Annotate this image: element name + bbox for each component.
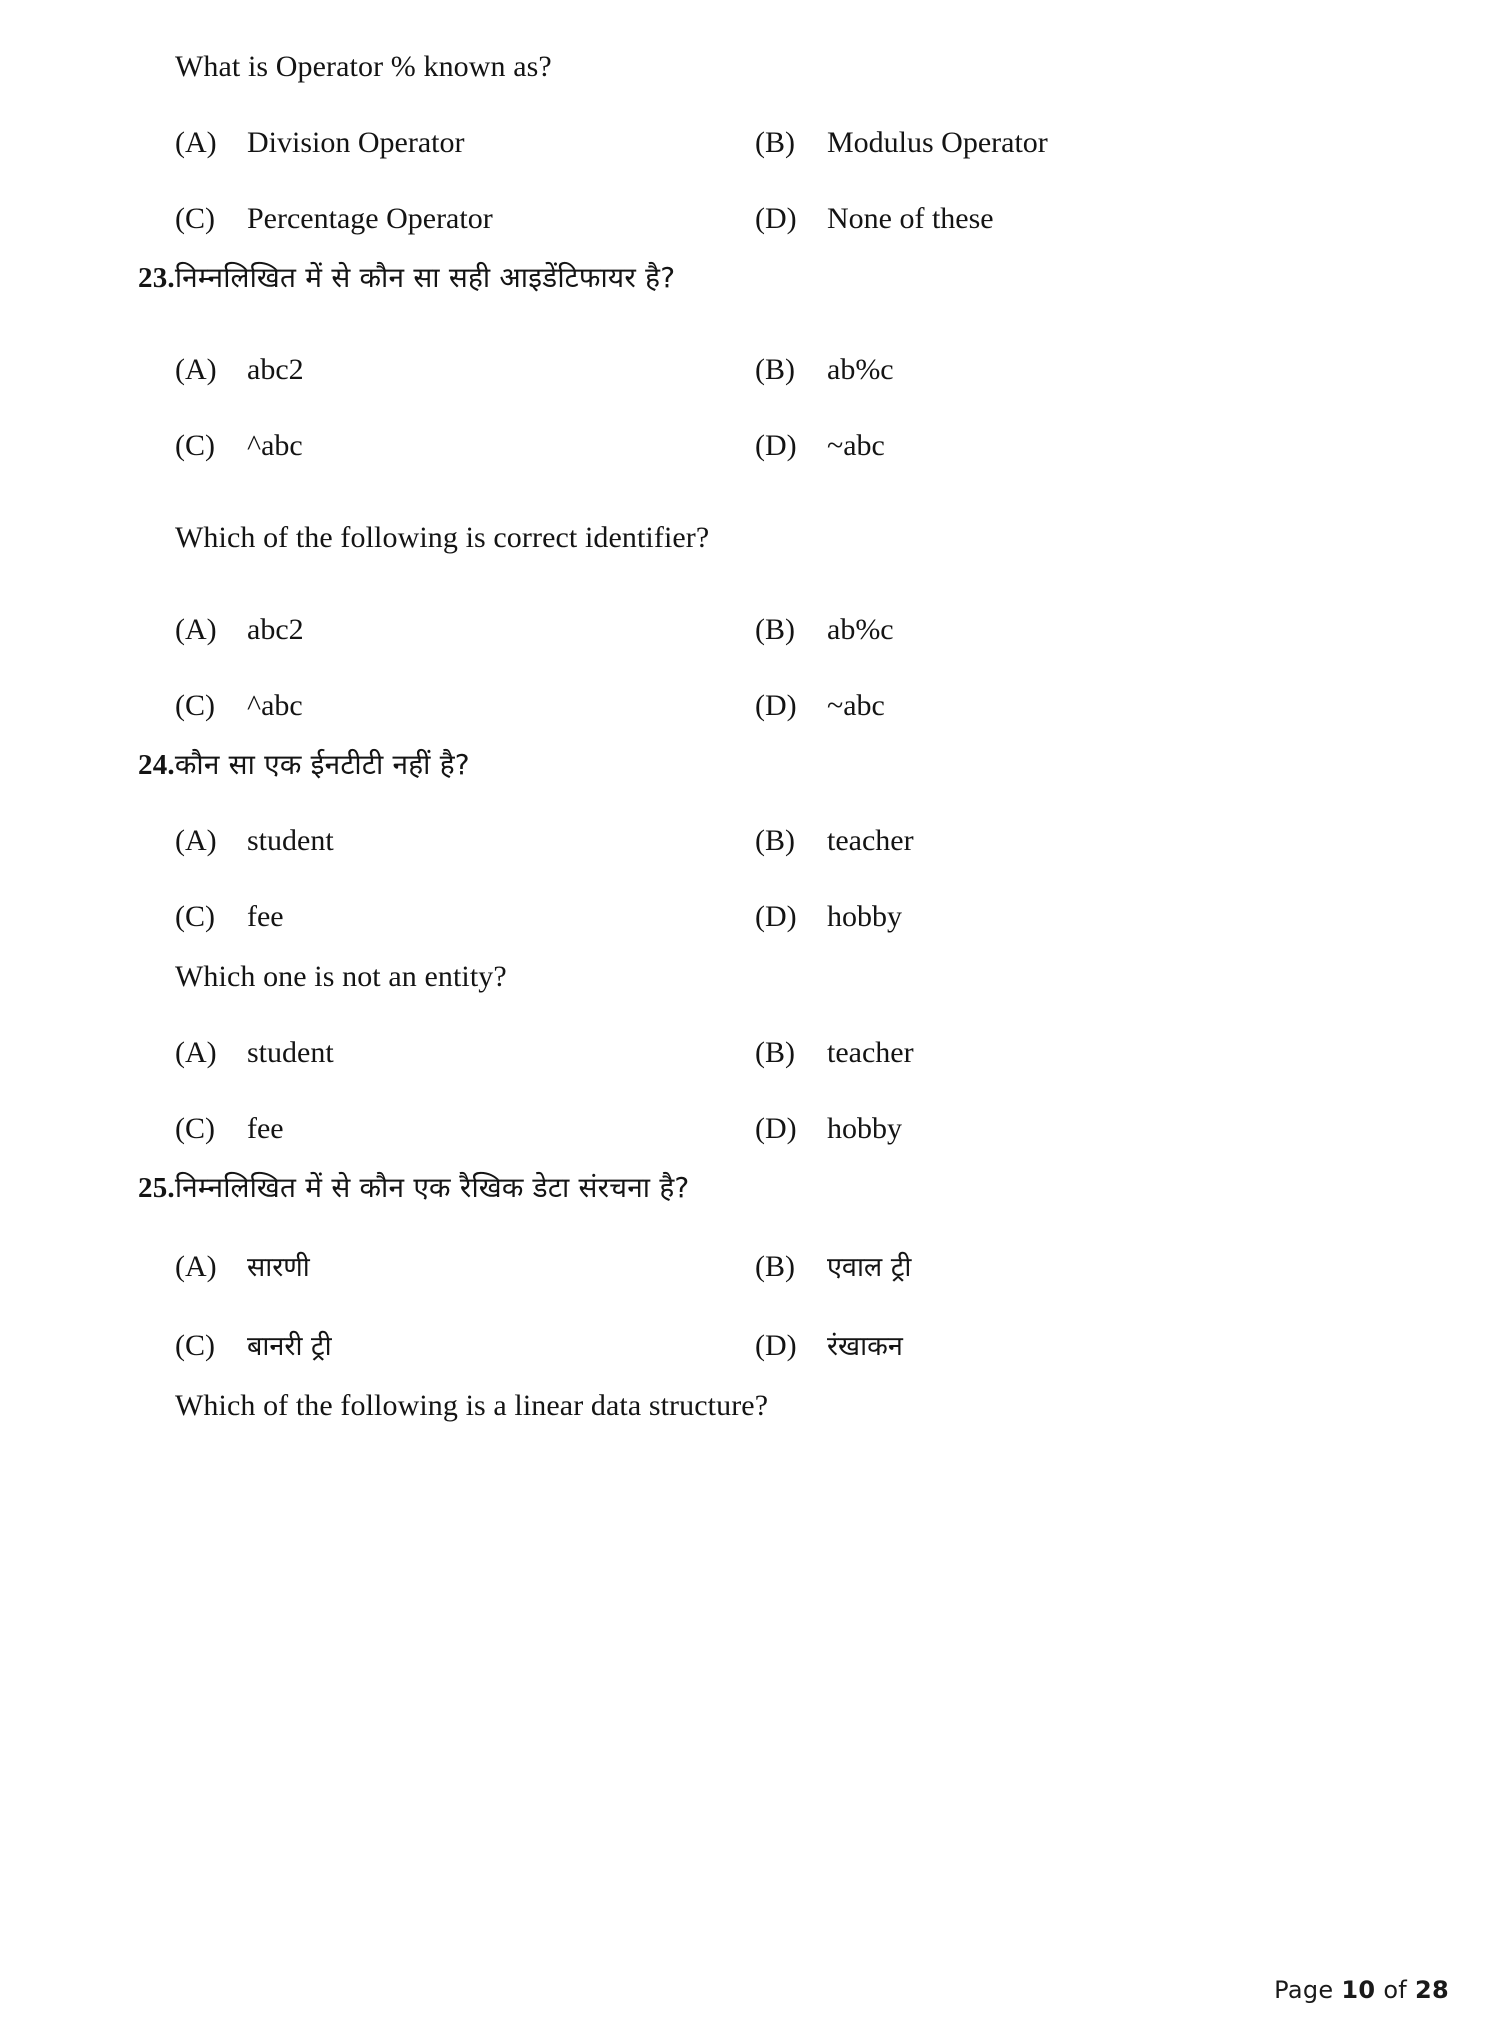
option-q24-en-b[interactable] — [755, 1036, 1315, 1070]
option-label-b: (B) — [755, 126, 795, 159]
option-label-a: (A) — [175, 126, 217, 159]
option-q24-hi-b[interactable] — [755, 824, 1315, 858]
option-label-c: (C) — [175, 900, 215, 933]
option-text-a: Division Operator — [247, 126, 465, 159]
question-body-q25-hi: निम्नलिखित में से कौन एक रैखिक डेटा संरचना है? — [174, 1171, 690, 1204]
option-q25-hi-c[interactable] — [175, 1326, 755, 1363]
option-label-a: (A) — [175, 613, 217, 646]
option-q25-hi-a[interactable] — [175, 1247, 755, 1284]
option-label-c: (C) — [175, 429, 215, 462]
question-text-q23-hi — [138, 261, 1505, 294]
option-label-b: (B) — [755, 613, 795, 646]
footer-page-number: 10 — [1341, 1976, 1376, 2004]
option-text-b: ab%c — [827, 613, 894, 646]
option-q23-en-d[interactable] — [755, 689, 1315, 723]
question-number-q23: 23. — [138, 262, 175, 294]
option-q24-en-a[interactable] — [175, 1036, 755, 1070]
option-label-d: (D) — [755, 429, 797, 462]
option-text-d: ~abc — [827, 429, 885, 462]
footer-page-total: 28 — [1415, 1976, 1449, 2004]
option-label-b: (B) — [755, 1250, 795, 1283]
option-q22-en-a[interactable] — [175, 126, 755, 160]
option-text-a: abc2 — [247, 613, 304, 646]
question-number-q25: 25. — [138, 1172, 175, 1204]
option-label-d: (D) — [755, 900, 797, 933]
option-row-q24-en-ab — [175, 1036, 1355, 1070]
option-label-c: (C) — [175, 1112, 215, 1145]
option-label-c: (C) — [175, 1329, 215, 1362]
option-label-b: (B) — [755, 353, 795, 386]
option-label-d: (D) — [755, 202, 797, 235]
option-text-b: ab%c — [827, 353, 894, 386]
option-q24-en-d[interactable] — [755, 1112, 1315, 1146]
question-body-q24-hi: कौन सा एक ईनटीटी नहीं है? — [174, 748, 470, 781]
option-row-q22-en-cd — [175, 202, 1355, 236]
page-footer — [1274, 1976, 1449, 2004]
option-label-a: (A) — [175, 1250, 217, 1283]
option-label-a: (A) — [175, 824, 217, 857]
question-text-q24-en: Which one is not an entity? — [175, 960, 507, 993]
option-q25-hi-b[interactable] — [755, 1247, 1315, 1284]
option-text-c: fee — [247, 900, 284, 933]
option-q24-hi-a[interactable] — [175, 824, 755, 858]
option-q24-hi-c[interactable] — [175, 900, 755, 934]
option-label-a: (A) — [175, 353, 217, 386]
option-text-b: Modulus Operator — [827, 126, 1048, 159]
option-row-q24-hi-cd — [175, 900, 1355, 934]
option-q23-en-c[interactable] — [175, 689, 755, 723]
option-text-d: रंखाकन — [827, 1331, 903, 1362]
question-body-q23-hi: निम्नलिखित में से कौन सा सही आइडेंटिफायर है? — [174, 261, 676, 294]
question-text-q23-en: Which of the following is correct identifier? — [175, 521, 710, 554]
option-text-a: student — [247, 824, 334, 857]
question-text-q22-en: What is Operator % known as? — [175, 50, 552, 83]
option-row-q25-hi-cd — [175, 1326, 1355, 1363]
option-q22-en-d[interactable] — [755, 202, 1315, 236]
option-text-d: ~abc — [827, 689, 885, 722]
option-text-c: ^abc — [247, 689, 303, 722]
option-text-d: hobby — [827, 900, 902, 933]
question-text-q25-hi — [138, 1171, 1505, 1204]
option-text-c: fee — [247, 1112, 284, 1145]
footer-prefix: Page — [1274, 1976, 1334, 2004]
option-row-q25-hi-ab — [175, 1247, 1355, 1284]
question-text-q25-en: Which of the following is a linear data structure? — [175, 1389, 769, 1422]
option-q25-hi-d[interactable] — [755, 1326, 1315, 1363]
option-q23-hi-b[interactable] — [755, 353, 1315, 387]
question-number-q24: 24. — [138, 749, 175, 781]
option-text-d: None of these — [827, 202, 994, 235]
option-row-q23-en-cd — [175, 689, 1355, 723]
option-row-q22-en-ab — [175, 126, 1355, 160]
option-q22-en-b[interactable] — [755, 126, 1315, 160]
option-text-c: बानरी ट्री — [247, 1331, 332, 1362]
option-text-a: abc2 — [247, 353, 304, 386]
option-text-a: student — [247, 1036, 334, 1069]
option-label-b: (B) — [755, 1036, 795, 1069]
option-label-d: (D) — [755, 1329, 797, 1362]
option-q23-hi-a[interactable] — [175, 353, 755, 387]
option-row-q23-hi-cd — [175, 429, 1355, 463]
option-text-a: सारणी — [247, 1252, 310, 1283]
option-q23-hi-d[interactable] — [755, 429, 1315, 463]
option-q24-en-c[interactable] — [175, 1112, 755, 1146]
option-q23-hi-c[interactable] — [175, 429, 755, 463]
option-q24-hi-d[interactable] — [755, 900, 1315, 934]
option-label-c: (C) — [175, 689, 215, 722]
footer-middle: of — [1383, 1976, 1408, 2004]
option-row-q23-en-ab — [175, 613, 1355, 647]
option-text-d: hobby — [827, 1112, 902, 1145]
option-label-a: (A) — [175, 1036, 217, 1069]
option-q23-en-a[interactable] — [175, 613, 755, 647]
option-text-b: teacher — [827, 1036, 914, 1069]
option-text-c: ^abc — [247, 429, 303, 462]
option-row-q23-hi-ab — [175, 353, 1355, 387]
option-text-c: Percentage Operator — [247, 202, 493, 235]
option-q22-en-c[interactable] — [175, 202, 755, 236]
option-label-d: (D) — [755, 1112, 797, 1145]
option-label-d: (D) — [755, 689, 797, 722]
option-row-q24-en-cd — [175, 1112, 1355, 1146]
question-text-q24-hi — [138, 748, 1505, 781]
option-q23-en-b[interactable] — [755, 613, 1315, 647]
option-label-b: (B) — [755, 824, 795, 857]
option-row-q24-hi-ab — [175, 824, 1355, 858]
option-label-c: (C) — [175, 202, 215, 235]
option-text-b: एवाल ट्री — [827, 1252, 912, 1283]
option-text-b: teacher — [827, 824, 914, 857]
